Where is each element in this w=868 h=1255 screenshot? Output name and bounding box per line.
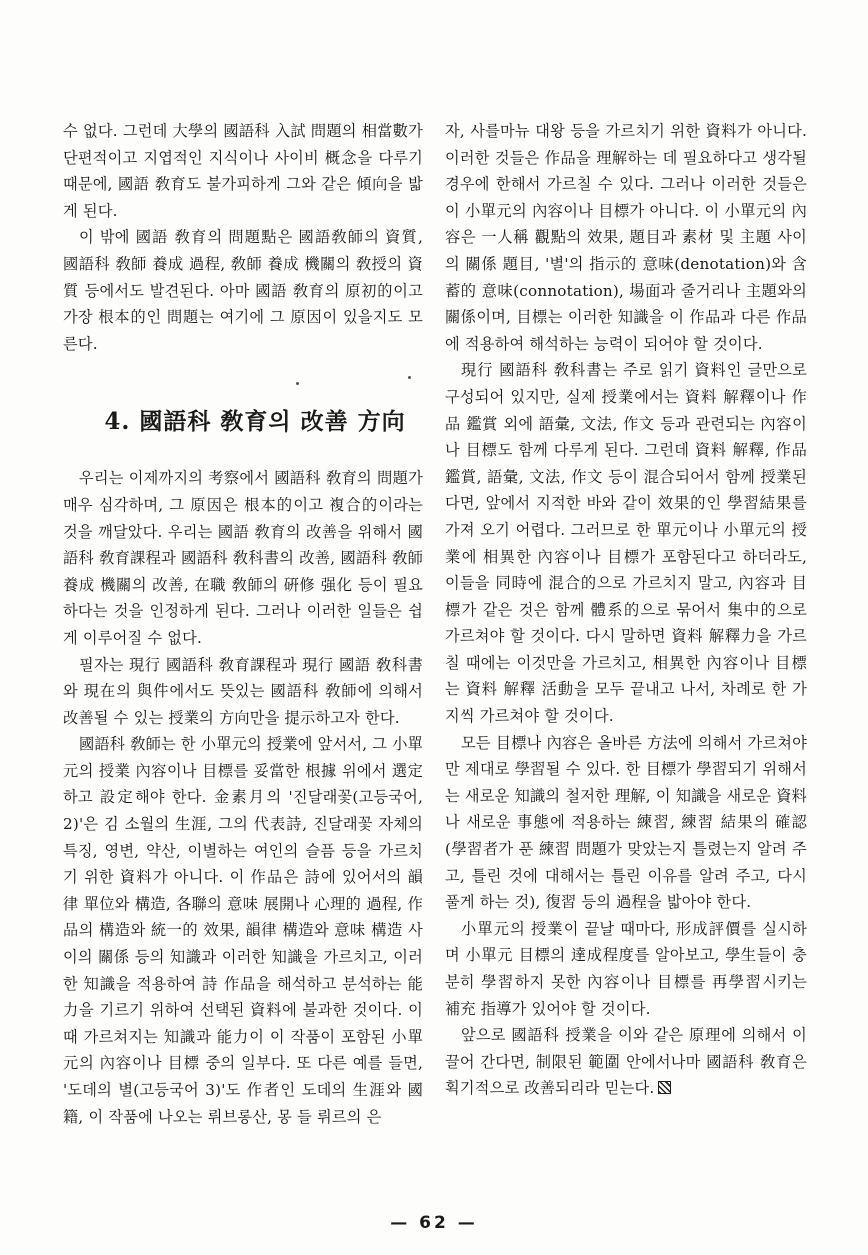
final-paragraph <box>445 1022 807 1102</box>
paragraph: 小單元의 授業이 끝날 때마다, 形成評價를 실시하며 小單元 目標의 達成程度를 알아보고, 學生들이 충분히 學習하지 못한 內容이나 目標를 再學習시키는 補充 指導가 있어야 할 것이다. <box>445 919 807 1018</box>
paragraph: 우리는 이제까지의 考察에서 國語科 敎育의 問題가 매우 심각하며, 그 原因은 根本的이고 複合的이라는 것을 깨달았다. 우리는 國語 敎育의 改善을 위해서 國語科 敎育課程과 國語科 敎科書의 改善, 國語科 敎師 養成 機關의 改善, 在職 敎師의 硏修 强化 등이 필요하다는 것을 인정하게 된다. 그러나 이러한 일들은 쉽게 이루어질 수 없다. <box>63 469 423 647</box>
right-column <box>445 118 807 1102</box>
paragraph: 수 없다. 그런데 大學의 國語科 入試 問題의 相當數가 단편적이고 지엽적인 지식이나 사이비 概念을 다루기 때문에, 國語 敎育도 불가피하게 그와 같은 傾向을 밟게 된다. <box>63 122 423 220</box>
paragraph-text: 앞으로 國語科 授業을 이와 같은 原理에 의해서 이끌어 간다면, 制限된 範圍 안에서나마 國語科 敎育은 획기적으로 改善되리라 믿는다. <box>445 1026 807 1098</box>
stray-dot <box>296 382 299 385</box>
page-number: — 62 — <box>390 1213 478 1233</box>
section-heading: 4. 國語科 敎育의 改善 方向 <box>104 408 406 436</box>
stray-dot <box>408 376 411 379</box>
paragraph: 國語科 敎師는 한 小單元의 授業에 앞서서, 그 小單元의 授業 內容이나 目標를 妥當한 根據 위에서 選定하고 設定해야 한다. 金素月의 '진달래꽃(고등국어, 2)'은 김 소월의 生涯, 그의 代表詩, 진달래꽃 자체의 특징, 영변, 약산, 이별하는 여인의 슬픔 등을 가르치기 위한 資料가 아니다. 이 作品은 詩에 있어서의 韻律 單位와 構造, 各聯의 意味 展開나 心理的 過程, 作品의 構造와 統一的 效果, 韻律 構造와 意味 構造 사이의 關係 등의 知識과 이러한 知識을 가르치고, 이러한 知識을 적용하여 詩 作品을 해석하고 분석하는 能力을 기르기 위하여 선택된 資料에 불과한 것이다. 이 때 가르쳐지는 知識과 能力이 이 작품이 포함된 小單元의 內容이나 目標 중의 일부다. 또 다른 예를 들면, '도데의 별(고등국어 3)'도 作者인 도데의 生涯와 國籍, 이 작품에 나오는 뤼브롱산, 몽 들 뤼르의 은 <box>63 735 423 1126</box>
paragraph: 모든 目標나 內容은 올바른 方法에 의해서 가르쳐야만 제대로 學習될 수 있다. 한 目標가 學習되기 위해서는 새로운 知識의 철저한 理解, 이 知識을 새로운 資料나 새로운 事態에 적용하는 練習, 練習 結果의 確認(學習者가 푼 練習 問題가 맞았는지 틀렸는지 알려 주고, 틀린 것에 대해서는 틀린 이유를 알려 주고, 다시 풀게 하는 것), 復習 등의 過程을 밟아야 한다. <box>445 733 807 912</box>
left-column <box>63 118 423 1130</box>
paragraph: 現行 國語科 敎科書는 주로 읽기 資料인 글만으로 구성되어 있지만, 실제 授業에서는 資料 解釋이나 作品 鑑賞 외에 語彙, 文法, 作文 등과 관련되는 內容이나 目標도 함께 다루게 된다. 그런데 資料 解釋, 作品 鑑賞, 語彙, 文法, 作文 등이 混合되어서 함께 授業된다면, 앞에서 지적한 바와 같이 效果的인 學習結果를 가져 오기 어렵다. 그러므로 한 單元이나 小單元의 授業에 相異한 內容이나 目標가 포함된다고 하더라도, 이들을 同時에 混合的으로 가르치지 말고, 內容과 目標가 같은 것은 함께 體系的으로 묶어서 集中的으로 가르쳐야 할 것이다. 다시 말하면 資料 解釋力을 가르칠 때에는 이것만을 가르치고, 相異한 內容이나 目標는 資料 解釋 活動을 모두 끝내고 나서, 차례로 한 가지씩 가르쳐야 할 것이다. <box>445 361 807 726</box>
paragraph: 자, 사를마뉴 대왕 등을 가르치기 위한 資料가 아니다. 이러한 것들은 作品을 理解하는 데 필요하다고 생각될 경우에 한해서 가르칠 수 있다. 그러나 이러한 것들은 이 小單元의 內容이나 目標가 아니다. 이 小單元의 內容은 一人稱 觀點의 效果, 題目과 素材 및 主題 사이의 關係 題目, '별'의 指示的 意味(denotation)와 含蓄的 意味(connotation), 場面과 줄거리나 主題와의 關係이며, 目標는 이러한 知識을 이 作品과 다른 作品에 적용하여 해석하는 능력이 되어야 할 것이다. <box>445 122 807 353</box>
paragraph: 이 밖에 國語 敎育의 問題點은 國語敎師의 資質, 國語科 敎師 養成 過程, 敎師 養成 機關의 敎授의 資質 등에서도 발견된다. 아마 國語 敎育의 原初的이고 가장 根本的인 問題는 여기에 그 原因이 있을지도 모른다. <box>63 228 423 353</box>
paragraph: 필자는 現行 國語科 敎育課程과 現行 國語 敎科書와 現在의 與件에서도 뜻있는 國語科 敎師에 의해서 改善될 수 있는 授業의 方向만을 提示하고자 한다. <box>63 655 423 727</box>
end-of-article-mark-icon <box>658 1081 671 1094</box>
